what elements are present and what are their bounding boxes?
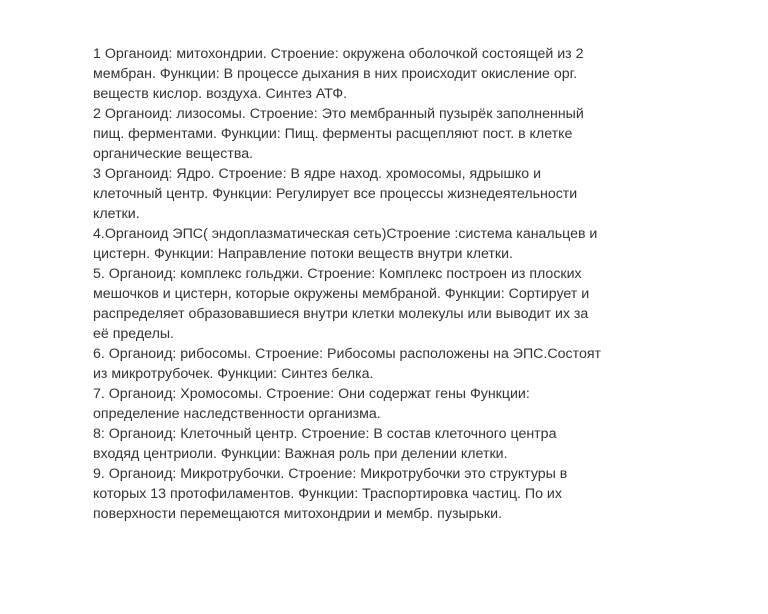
answer-line: 1 Органоид: митохондрии. Строение: окружена оболочкой состоящей из 2 [93, 46, 584, 62]
answer-line: из микротрубочек. Функции: Синтез белка. [93, 366, 374, 382]
answer-line: 2 Органоид: лизосомы. Строение: Это мембранный пузырёк заполненный [93, 106, 584, 122]
answer-line: которых 13 протофиламентов. Функции: Траспортировка частиц. По их [93, 486, 562, 502]
answer-line: 6. Органоид: рибосомы. Строение: Рибосомы расположены на ЭПС.Состоят [93, 346, 602, 362]
answer-line: поверхности перемещаются митохондрии и мембр. пузырьки. [93, 506, 503, 522]
answer-line: мембран. Функции: В процессе дыхания в них происходит окисление орг. [93, 66, 578, 82]
answer-line: распределяет образовавшиеся внутри клетки молекулы или выводит их за [93, 306, 589, 322]
answer-line: органические вещества. [93, 146, 254, 162]
answer-line: 8: Органоид: Клеточный центр. Строение: В состав клеточного центра [93, 426, 557, 442]
answer-line: цистерн. Функции: Направление потоки веществ внутри клетки. [93, 246, 513, 262]
answer-line: 7. Органоид: Хромосомы. Строение: Они содержат гены Функции: [93, 386, 530, 402]
answer-line: мешочков и цистерн, которые окружены мембраной. Функции: Сортирует и [93, 286, 590, 302]
answer-line: входяд центриоли. Функции: Важная роль при делении клетки. [93, 446, 508, 462]
answer-line: клеточный центр. Функции: Регулирует все процессы жизнедеятельности [93, 186, 578, 202]
answer-line: пищ. ферментами. Функции: Пищ. ферменты расщепляют пост. в клетке [93, 126, 573, 142]
answer-line: клетки. [93, 206, 140, 222]
answer-line: веществ кислор. воздуха. Синтез АТФ. [93, 86, 348, 102]
answer-text [93, 44, 613, 524]
answer-line: 3 Органоид: Ядро. Строение: В ядре наход. хромосомы, ядрышко и [93, 166, 542, 182]
answer-line: 5. Органоид: комплекс гольджи. Строение: Комплекс построен из плоских [93, 266, 582, 282]
answer-line: 9. Органоид: Микротрубочки. Строение: Микротрубочки это структуры в [93, 466, 568, 482]
answer-line: 4.Органоид ЭПС( эндоплазматическая сеть)Строение :система канальцев и [93, 226, 598, 242]
answer-line: её пределы. [93, 326, 174, 342]
answer-line: определение наследственности организма. [93, 406, 381, 422]
